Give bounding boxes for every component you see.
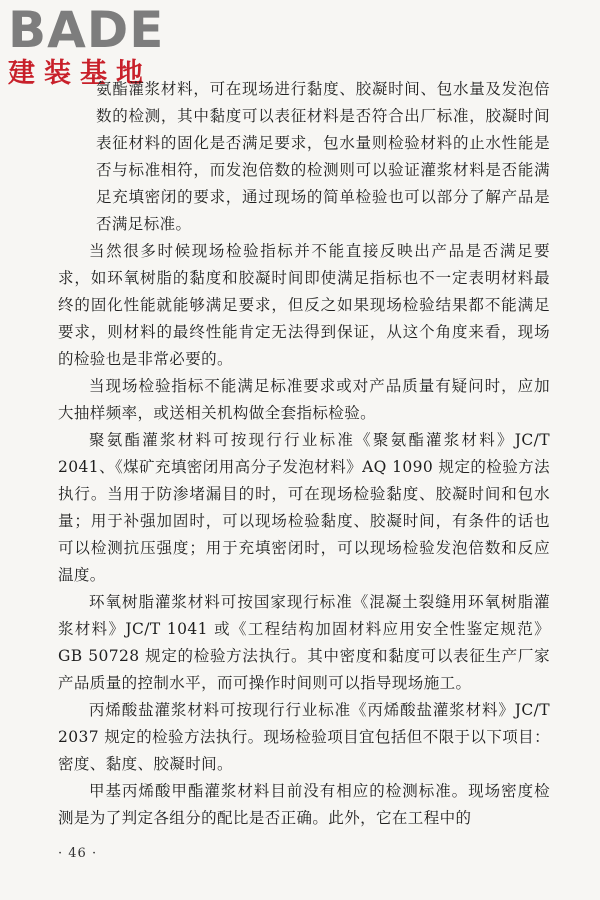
logo-wordmark: BADE	[8, 1, 165, 59]
paragraph-3: 当现场检验指标不能满足标准要求或对产品质量有疑问时，应加大抽样频率，或送相关机构做全套指标检验。	[58, 377, 550, 422]
paragraph-7: 甲基丙烯酸甲酯灌浆材料目前没有相应的检测标准。现场密度检测是为了判定各组分的配比是否正确。此外，它在工程中的	[58, 782, 550, 827]
paragraph-1: 氨酯灌浆材料，可在现场进行黏度、胶凝时间、包水量及发泡倍数的检测，其中黏度可以表征材料是否符合出厂标准，胶凝时间表征材料的固化是否满足要求，包水量则检验材料的止水性能是否与标准相符，而发泡倍数的检测则可以验证灌浆材料是否能满足充填密闭的要求，通过现场的简单检验也可以部分了解产品是否满足标准。	[96, 80, 550, 233]
paragraph-4: 聚氨酯灌浆材料可按现行行业标准《聚氨酯灌浆材料》JC/T 2041、《煤矿充填密闭用高分子发泡材料》AQ 1090 规定的检验方法执行。当用于防渗堵漏目的时，可在现场检验黏度、胶凝时间和包水量；用于补强加固时，可以现场检验黏度、胶凝时间，有条件的话也可以检测抗压强度；用于充填密闭时，可以现场检验发泡倍数和反应温度。	[58, 431, 550, 584]
logo-subtitle: 建装基地	[8, 58, 152, 89]
paragraph-5: 环氧树脂灌浆材料可按国家现行标准《混凝土裂缝用环氧树脂灌浆材料》JC/T 1041 或《工程结构加固材料应用安全性鉴定规范》GB 50728 规定的检验方法执行。其中密度和黏度可以表征生产厂家产品质量的控制水平，而可操作时间则可以指导现场施工。	[58, 593, 550, 692]
paragraph-2: 当然很多时候现场检验指标并不能直接反映出产品是否满足要求，如环氧树脂的黏度和胶凝时间即使满足指标也不一定表明材料最终的固化性能就能够满足要求，但反之如果现场检验结果都不能满足要求，则材料的最终性能肯定无法得到保证，从这个角度来看，现场的检验也是非常必要的。	[58, 242, 550, 368]
page-body	[58, 76, 550, 832]
page-number: · 46 ·	[58, 846, 98, 861]
paragraph-6: 丙烯酸盐灌浆材料可按现行行业标准《丙烯酸盐灌浆材料》JC/T 2037 规定的检验方法执行。现场检验项目宜包括但不限于以下项目：密度、黏度、胶凝时间。	[58, 701, 550, 773]
